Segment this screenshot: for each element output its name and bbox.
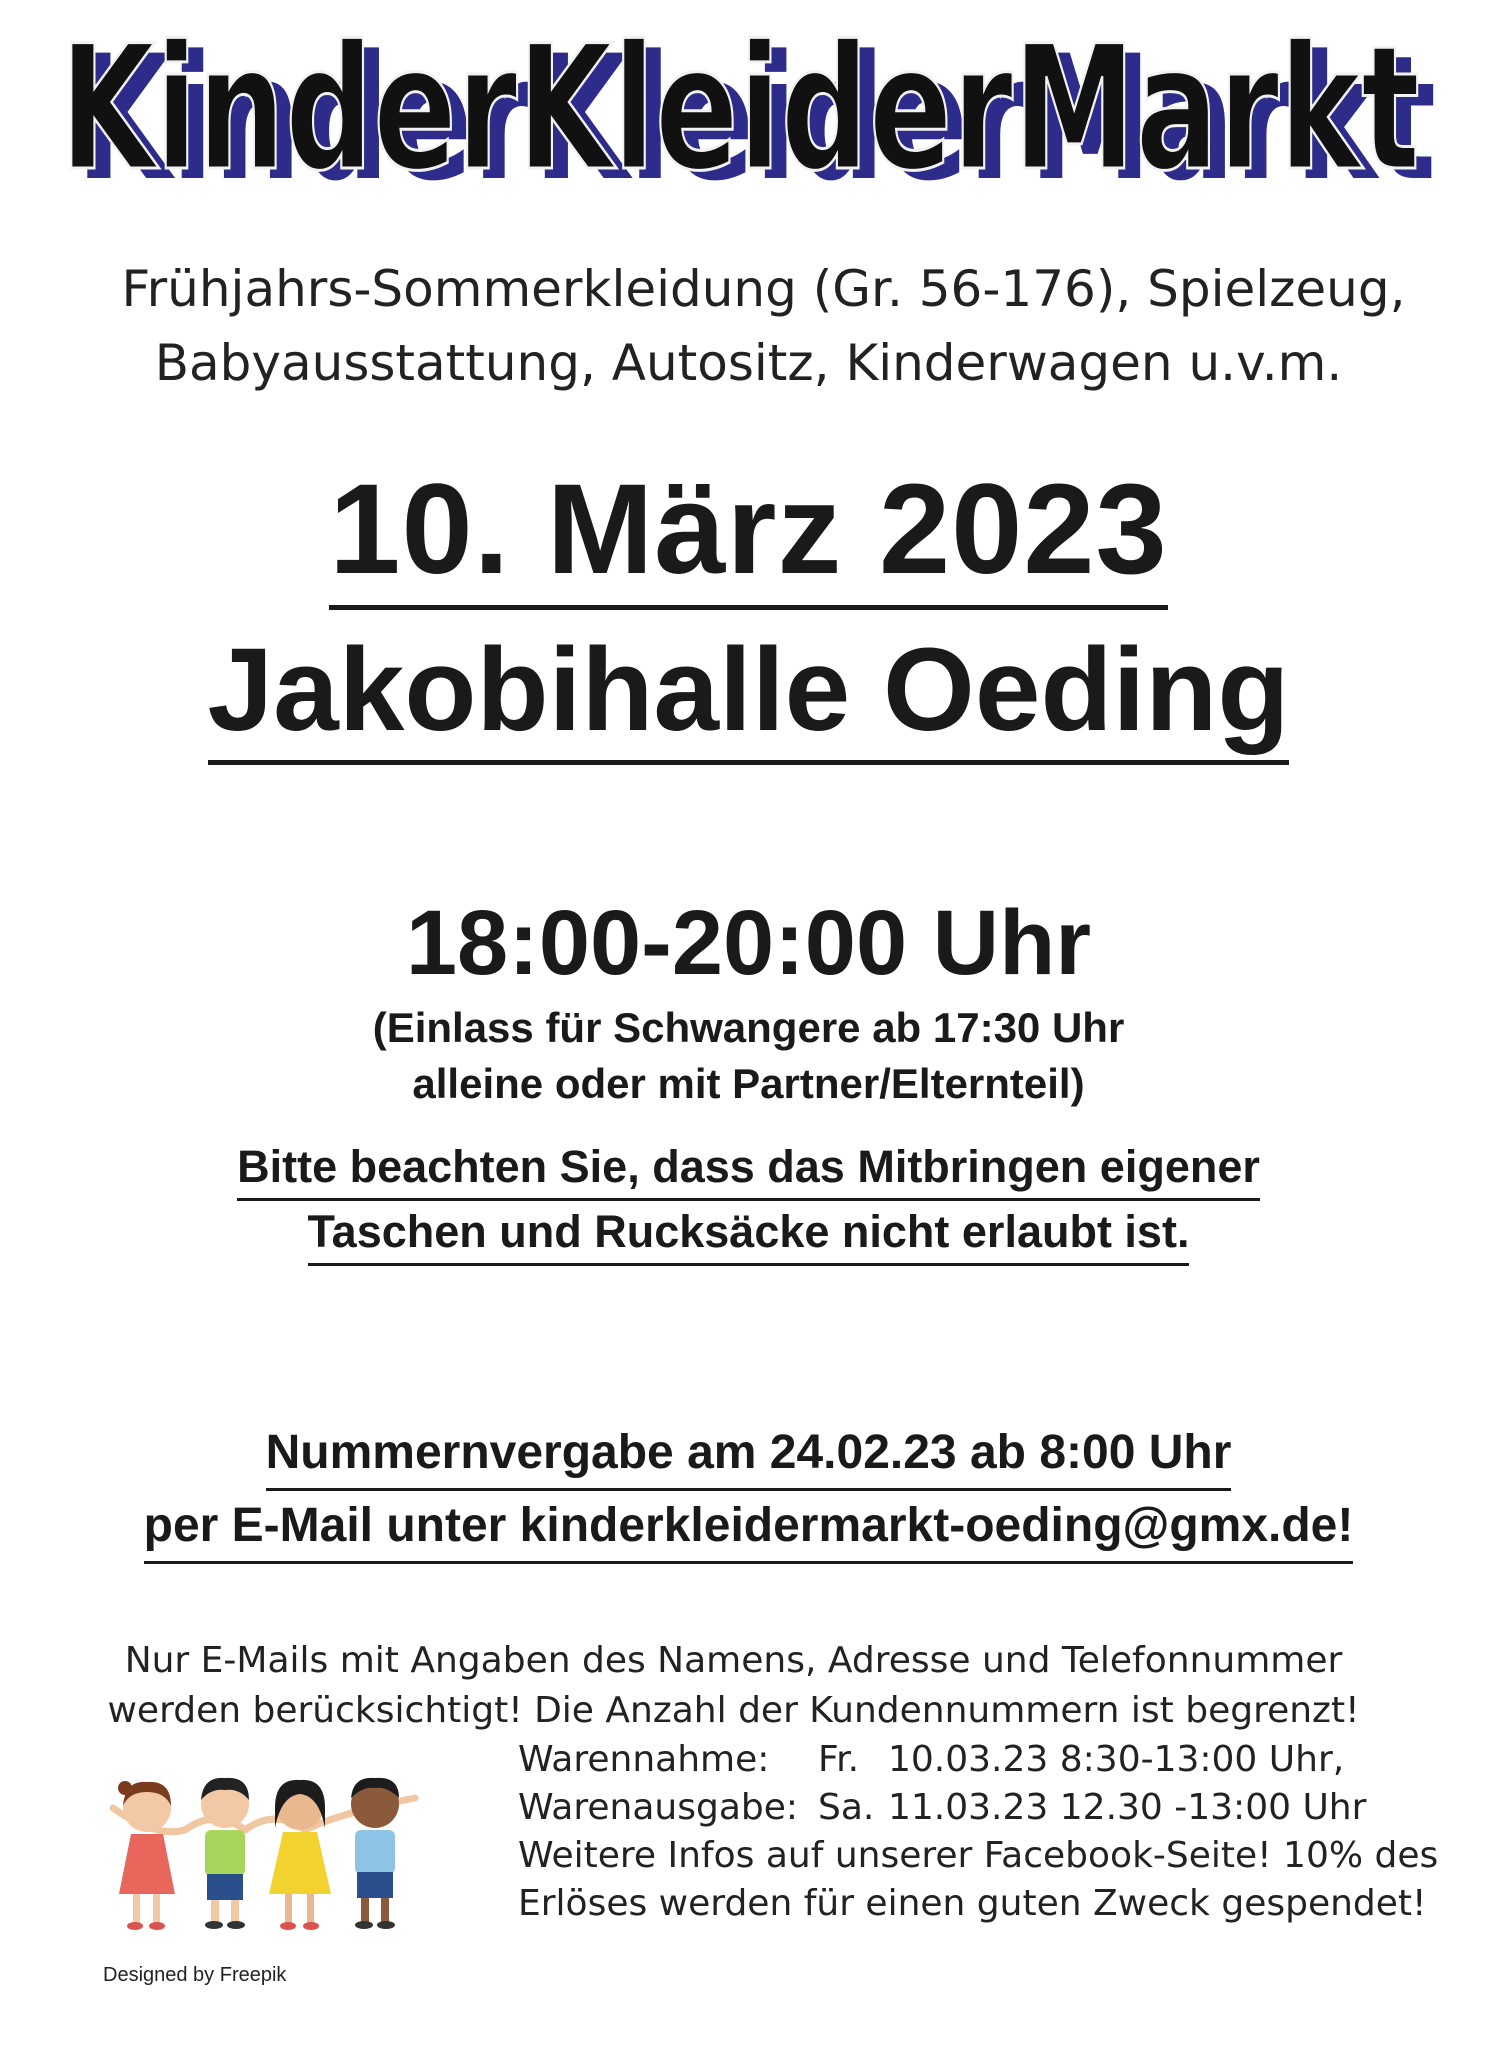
child-boy-blue-icon xyxy=(351,1778,399,1929)
children-holding-hands-illustration xyxy=(95,1768,435,1948)
event-time: 18:00-20:00 Uhr xyxy=(405,892,1092,994)
warenausgabe-label: Warenausgabe: xyxy=(518,1787,799,1828)
logo-shadow-text: KinderKleiderMarkt xyxy=(76,18,1436,219)
event-venue-block xyxy=(0,620,1497,765)
einlass-note xyxy=(0,1000,1497,1112)
registration-info xyxy=(0,1418,1497,1564)
warenausgabe-value: 11.03.23 12.30 -13:00 Uhr xyxy=(888,1787,1367,1828)
goods-schedule xyxy=(518,1736,1478,1928)
more-info-line-1: Weitere Infos auf unserer Facebook-Seite! 10% des xyxy=(518,1835,1439,1876)
subtitle-line-1: Frühjahrs-Sommerkleidung (Gr. 56-176), Spielzeug, xyxy=(121,260,1406,318)
warenausgabe-day: Sa. xyxy=(818,1787,875,1828)
logo-main-text: KinderKleiderMarkt xyxy=(60,8,1420,209)
email-req-line-1: Nur E-Mails mit Angaben des Namens, Adresse und Telefonnummer xyxy=(124,1640,1343,1681)
event-date-block xyxy=(0,455,1497,610)
child-girl-yellow-icon xyxy=(269,1780,331,1930)
subtitle-line-2: Babyausstattung, Autositz, Kinderwagen u.v.m. xyxy=(154,334,1343,392)
kinderkleidermarkt-logo xyxy=(40,0,1460,240)
child-boy-green-icon xyxy=(201,1778,249,1929)
event-venue: Jakobihalle Oeding xyxy=(208,620,1290,765)
child-girl-red-icon xyxy=(118,1781,175,1930)
subtitle xyxy=(0,252,1497,400)
warenausgabe-row xyxy=(518,1784,1478,1832)
warennahme-value: 10.03.23 8:30-13:00 Uhr, xyxy=(888,1739,1345,1780)
bag-notice-line-2: Taschen und Rucksäcke nicht erlaubt ist. xyxy=(308,1201,1190,1266)
event-date: 10. März 2023 xyxy=(329,455,1167,610)
freepik-credit: Designed by Freepik xyxy=(103,1964,287,1986)
registration-line-2: per E-Mail unter kinderkleidermarkt-oeding@gmx.de! xyxy=(144,1491,1354,1564)
email-requirements xyxy=(0,1636,1497,1736)
bag-notice-line-1: Bitte beachten Sie, dass das Mitbringen eigener xyxy=(237,1136,1260,1201)
einlass-line-2: alleine oder mit Partner/Elternteil) xyxy=(412,1060,1085,1107)
warennahme-day: Fr. xyxy=(818,1739,860,1780)
einlass-line-1: (Einlass für Schwangere ab 17:30 Uhr xyxy=(372,1004,1125,1051)
warennahme-label: Warennahme: xyxy=(518,1739,770,1780)
warennahme-row xyxy=(518,1736,1478,1784)
more-info-line-2: Erlöses werden für einen guten Zweck gespendet! xyxy=(518,1883,1427,1924)
email-req-line-2: werden berücksichtigt! Die Anzahl der Kundennummern ist begrenzt! xyxy=(107,1690,1360,1731)
bag-notice xyxy=(0,1136,1497,1266)
registration-line-1: Nummernvergabe am 24.02.23 ab 8:00 Uhr xyxy=(266,1418,1232,1491)
